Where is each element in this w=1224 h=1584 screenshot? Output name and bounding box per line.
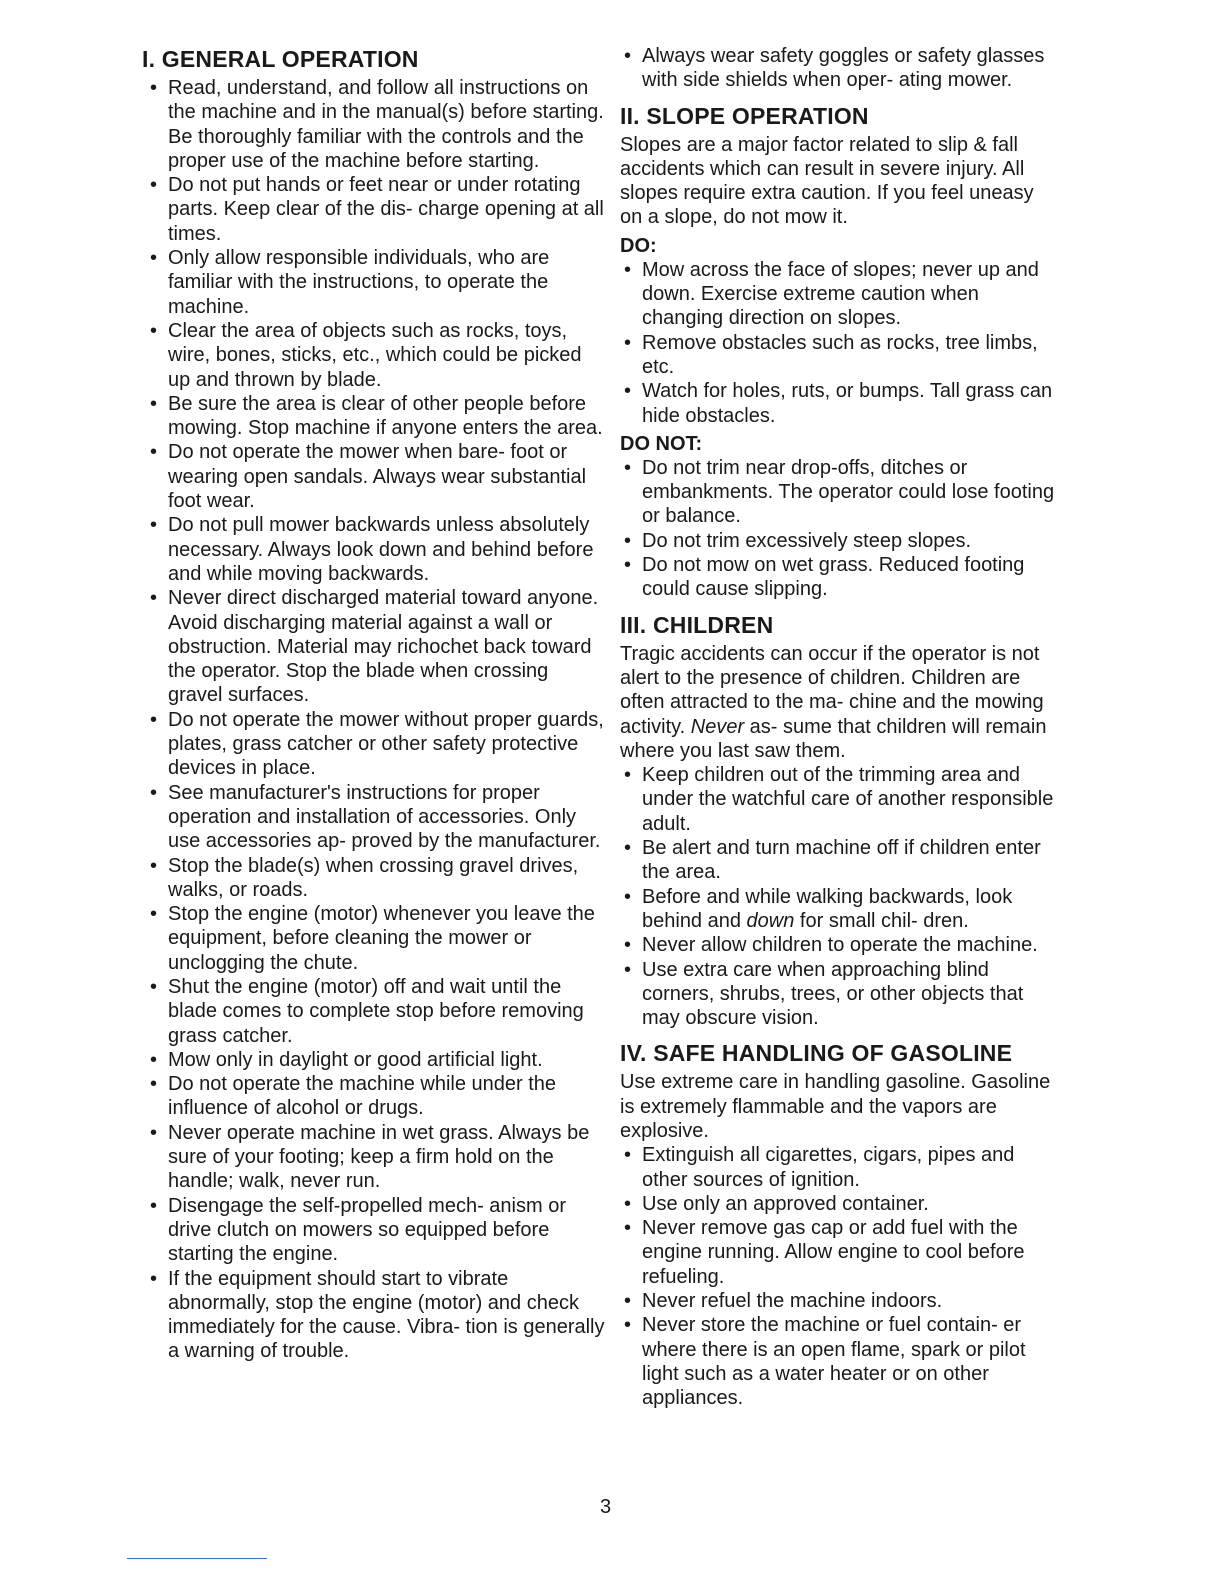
children-heading: III. CHILDREN bbox=[620, 611, 774, 638]
bullet-icon: • bbox=[624, 45, 632, 67]
gasoline-list bbox=[620, 1143, 1060, 1410]
do-label: DO: bbox=[620, 234, 657, 257]
bullet-icon: • bbox=[150, 441, 158, 464]
list-item: • Be alert and turn machine off if children enter the area. bbox=[624, 837, 1041, 884]
bullet-icon: • bbox=[150, 903, 158, 926]
bullet-icon: • bbox=[150, 1048, 158, 1071]
list-item: • Remove obstacles such as rocks, tree limbs, etc. bbox=[624, 331, 1038, 378]
list-item: • Read, understand, and follow all instructions on the machine and in the manual(s) before starting. Be thoroughly familiar with the controls and the proper use of the machine before starting. bbox=[150, 77, 604, 172]
bullet-icon: • bbox=[150, 174, 158, 197]
list-item: • Mow only in daylight or good artificial light. bbox=[150, 1048, 543, 1071]
list-item: • Do not trim excessively steep slopes. bbox=[624, 529, 972, 552]
children-intro: Tragic accidents can occur if the operator is not alert to the presence of children. Children are often attracted to the ma- chine and the mowing activity. Never as- sume that children will remain where you last saw them. bbox=[620, 642, 1047, 762]
bullet-icon: • bbox=[624, 331, 632, 354]
list-item: • Do not operate the machine while under the influence of alcohol or drugs. bbox=[150, 1073, 557, 1120]
list-item: • Shut the engine (motor) off and wait until the blade comes to complete stop before removing grass catcher. bbox=[150, 975, 584, 1047]
bullet-icon: • bbox=[150, 1073, 158, 1096]
list-item: • Stop the blade(s) when crossing gravel drives, walks, or roads. bbox=[150, 854, 579, 901]
children-list bbox=[620, 763, 1060, 1030]
list-item: • Never allow children to operate the machine. bbox=[624, 934, 1038, 957]
list-item: • Stop the engine (motor) whenever you leave the equipment, before cleaning the mower or unclogging the chute. bbox=[150, 903, 595, 974]
general-operation-list bbox=[146, 76, 606, 1364]
list-item: • Do not trim near drop-offs, ditches or embankments. The operator could lose footing or balance. bbox=[624, 456, 1055, 528]
bullet-icon: • bbox=[624, 1192, 632, 1215]
list-item: • If the equipment should start to vibrate abnormally, stop the engine (motor) and check immediately for the cause. Vibra- tion is generally a warning of trouble. bbox=[150, 1267, 605, 1363]
bullet-icon: • bbox=[624, 554, 632, 577]
list-item: • Do not put hands or feet near or under rotating parts. Keep clear of the dis- charge opening at all times. bbox=[150, 174, 604, 245]
bullet-icon: • bbox=[624, 1144, 632, 1167]
do-not-label: DO NOT: bbox=[620, 432, 703, 455]
bullet-icon: • bbox=[150, 975, 158, 998]
right-column bbox=[620, 44, 1060, 1411]
bullet-icon: • bbox=[624, 1217, 632, 1240]
list-item: • Never direct discharged material toward anyone. Avoid discharging material against a wall or obstruction. Material may richochet back toward the operator. Stop the blade when crossing gravel surfaces. bbox=[150, 587, 599, 707]
gasoline-intro: Use extreme care in handling gasoline. Gasoline is extremely flammable and the vapors are explosive. bbox=[620, 1071, 1051, 1142]
bullet-icon: • bbox=[624, 837, 632, 860]
list-item: • Never remove gas cap or add fuel with the engine running. Allow engine to cool before refueling. bbox=[624, 1217, 1025, 1288]
list-item: • See manufacturer's instructions for proper operation and installation of accessories. Only use accessories ap- proved by the manufacturer. bbox=[150, 781, 601, 853]
list-item: • Be sure the area is clear of other people before mowing. Stop machine if anyone enters the area. bbox=[150, 392, 603, 440]
bullet-icon: • bbox=[624, 258, 632, 281]
bullet-icon: • bbox=[624, 1314, 632, 1337]
bullet-icon: • bbox=[150, 854, 158, 877]
list-item: • Do not operate the mower without proper guards, plates, grass catcher or other safety protective devices in place. bbox=[150, 708, 604, 780]
list-item: • Clear the area of objects such as rocks, toys, wire, bones, sticks, etc., which could be picked up and thrown by blade. bbox=[150, 319, 582, 391]
bullet-icon: • bbox=[150, 392, 158, 415]
bullet-icon: • bbox=[624, 1290, 632, 1313]
list-item: • Use only an approved container. bbox=[624, 1192, 929, 1215]
bullet-icon: • bbox=[624, 885, 632, 908]
bullet-icon: • bbox=[624, 380, 632, 403]
bullet-icon: • bbox=[624, 764, 632, 787]
page-number: 3 bbox=[600, 1496, 612, 1518]
bullet-icon: • bbox=[624, 958, 632, 981]
list-item: • Use extra care when approaching blind corners, shrubs, trees, or other objects that may obscure vision. bbox=[624, 958, 1024, 1030]
bullet-icon: • bbox=[150, 77, 158, 99]
slope-do-list bbox=[620, 258, 1060, 428]
list-item: • Only allow responsible individuals, who are familiar with the instructions, to operate the machine. bbox=[150, 247, 550, 318]
slope-operation-heading: II. SLOPE OPERATION bbox=[620, 102, 869, 129]
list-item: • Before and while walking backwards, look behind and down for small chil- dren. bbox=[624, 885, 1013, 932]
slope-do-not-list bbox=[620, 456, 1060, 602]
footer-divider bbox=[127, 1558, 267, 1559]
bullet-icon: • bbox=[150, 247, 158, 270]
list-item: • Extinguish all cigarettes, cigars, pipes and other sources of ignition. bbox=[624, 1144, 1015, 1191]
list-item: • Always wear safety goggles or safety glasses with side shields when oper- ating mower. bbox=[624, 45, 1045, 92]
bullet-icon: • bbox=[150, 708, 158, 731]
list-item: • Never store the machine or fuel contain- er where there is an open flame, spark or pilot light such as a water heater or on other appliances. bbox=[624, 1314, 1026, 1410]
list-item: • Keep children out of the trimming area and under the watchful care of another responsible adult. bbox=[624, 764, 1054, 835]
bullet-icon: • bbox=[624, 456, 632, 479]
bullet-icon: • bbox=[150, 514, 158, 537]
list-item: • Do not pull mower backwards unless absolutely necessary. Always look down and behind before and while moving backwards. bbox=[150, 514, 594, 585]
list-item: • Do not mow on wet grass. Reduced footing could cause slipping. bbox=[624, 554, 1025, 601]
bullet-icon: • bbox=[150, 587, 158, 610]
bullet-icon: • bbox=[150, 1121, 158, 1144]
bullet-icon: • bbox=[150, 1194, 158, 1217]
list-item: • Do not operate the mower when bare- foot or wearing open sandals. Always wear substantial foot wear. bbox=[150, 441, 587, 513]
bullet-icon: • bbox=[624, 934, 632, 957]
gasoline-heading: IV. SAFE HANDLING OF GASOLINE bbox=[620, 1040, 1013, 1067]
slope-intro: Slopes are a major factor related to slip & fall accidents which can result in severe injury. All slopes require extra caution. If you feel uneasy on a slope, do not mow it. bbox=[620, 133, 1034, 229]
general-operation-continued-list bbox=[620, 44, 1060, 93]
general-operation-heading: I. GENERAL OPERATION bbox=[142, 46, 419, 72]
left-column bbox=[142, 44, 606, 1364]
bullet-icon: • bbox=[150, 781, 158, 804]
list-item: • Disengage the self-propelled mech- anism or drive clutch on mowers so equipped before starting the engine. bbox=[150, 1194, 566, 1266]
list-item: • Mow across the face of slopes; never up and down. Exercise extreme caution when changing direction on slopes. bbox=[624, 258, 1039, 330]
bullet-icon: • bbox=[150, 319, 158, 342]
bullet-icon: • bbox=[150, 1267, 158, 1290]
list-item: • Watch for holes, ruts, or bumps. Tall grass can hide obstacles. bbox=[624, 380, 1053, 427]
bullet-icon: • bbox=[624, 529, 632, 552]
list-item: • Never operate machine in wet grass. Always be sure of your footing; keep a firm hold on the handle; walk, never run. bbox=[150, 1121, 590, 1193]
list-item: • Never refuel the machine indoors. bbox=[624, 1290, 943, 1313]
